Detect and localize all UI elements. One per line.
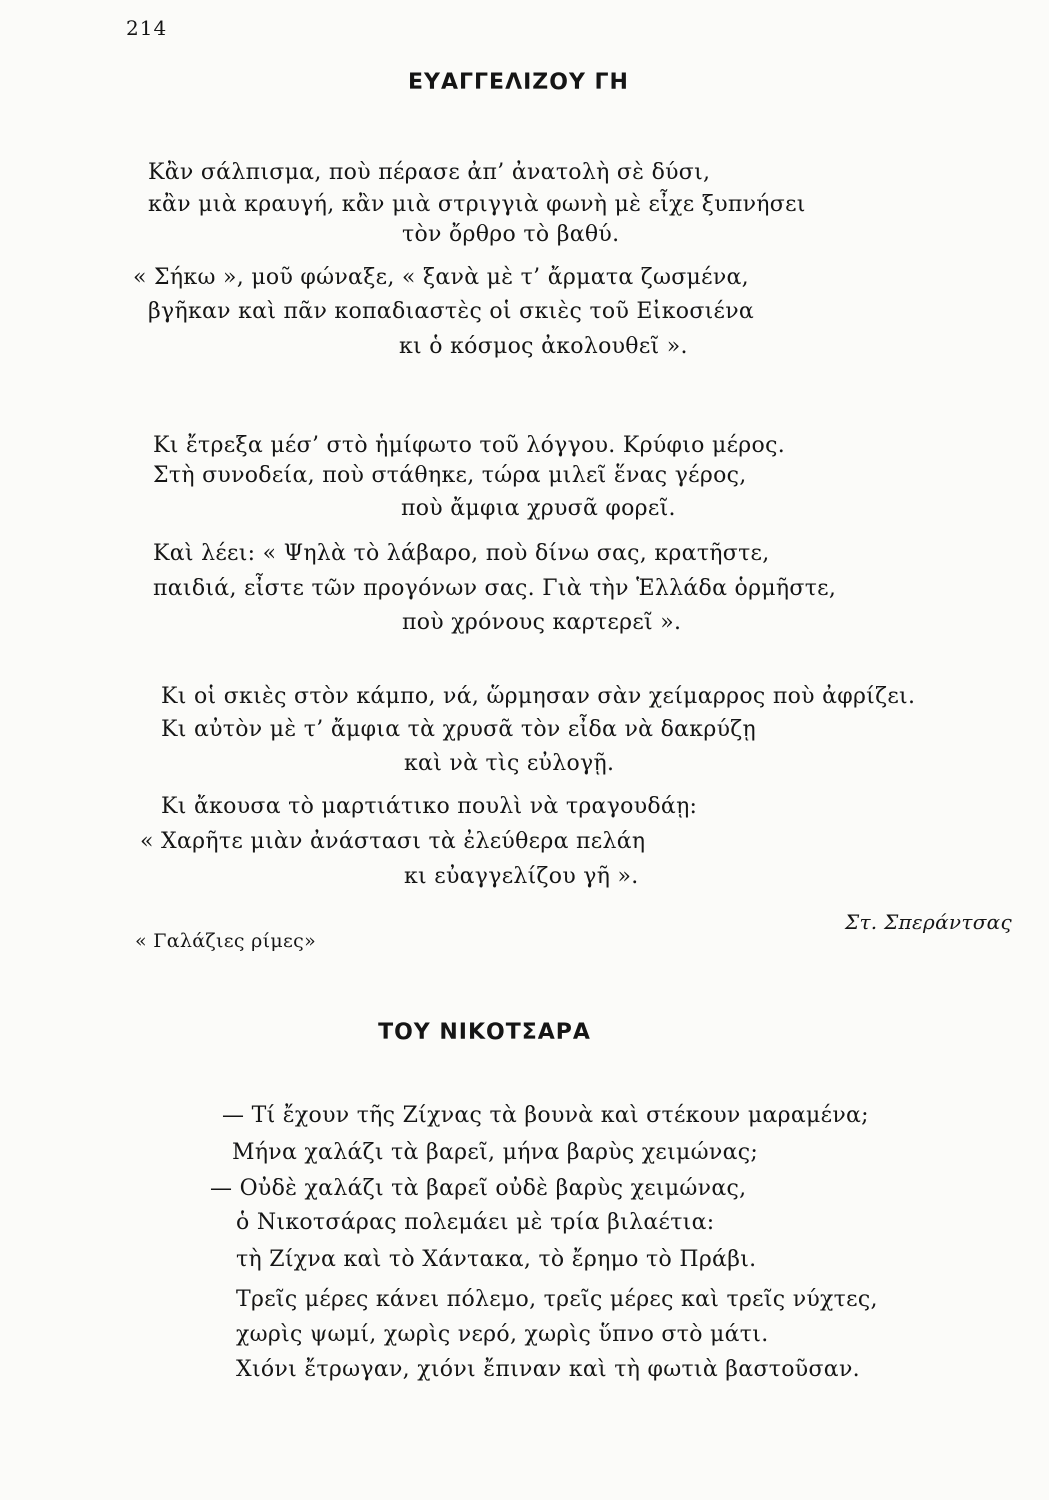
verse-line: ποὺ χρόνους καρτερεῖ ». — [402, 610, 682, 635]
verse-line: ὁ Νικοτσάρας πολεμάει μὲ τρία βιλαέτια: — [236, 1210, 715, 1235]
verse-line: Κι ἔτρεξα μέσ’ στὸ ἡμίφωτο τοῦ λόγγου. Κρύφιο μέρος. — [153, 433, 785, 458]
verse-line: τὸν ὄρθρο τὸ βαθύ. — [402, 222, 620, 247]
poem-author: Στ. Σπεράντσας — [845, 910, 1012, 934]
poem-title: ΕΥΑΓΓΕΛΙΖΟΥ ΓΗ — [408, 70, 629, 95]
verse-line: Κι ἄκουσα τὸ μαρτιάτικο πουλὶ νὰ τραγουδάῃ: — [161, 794, 698, 819]
verse-line: — Τί ἔχουν τῆς Ζίχνας τὰ βουνὰ καὶ στέκουν μαραμένα; — [222, 1103, 869, 1128]
verse-line: παιδιά, εἶστε τῶν προγόνων σας. Γιὰ τὴν Ἑλλάδα ὁρμῆστε, — [153, 576, 837, 601]
verse-line: Χιόνι ἔτρωγαν, χιόνι ἔπιναν καὶ τὴ φωτιὰ βαστοῦσαν. — [236, 1357, 860, 1382]
verse-line: Στὴ συνοδεία, ποὺ στάθηκε, τώρα μιλεῖ ἕνας γέρος, — [153, 463, 747, 488]
verse-line: βγῆκαν καὶ πᾶν κοπαδιαστὲς οἱ σκιὲς τοῦ Εἰκοσιένα — [148, 299, 755, 324]
verse-line: ποὺ ἄμφια χρυσᾶ φορεῖ. — [401, 496, 676, 521]
poem-title: ΤΟΥ ΝΙΚΟΤΣΑΡΑ — [378, 1020, 591, 1045]
verse-line: Κι οἱ σκιὲς στὸν κάμπο, νά, ὥρμησαν σὰν χείμαρρος ποὺ ἀφρίζει. — [161, 684, 916, 709]
verse-line: χωρὶς ψωμί, χωρὶς νερό, χωρὶς ὕπνο στὸ μάτι. — [236, 1322, 769, 1347]
verse-line: — Οὐδὲ χαλάζι τὰ βαρεῖ οὐδὲ βαρὺς χειμώνας, — [210, 1176, 747, 1201]
verse-line: κἂν μιὰ κραυγή, κἂν μιὰ στριγγιὰ φωνὴ μὲ εἶχε ξυπνήσει — [148, 192, 806, 217]
verse-line: Κἂν σάλπισμα, ποὺ πέρασε ἀπ’ ἀνατολὴ σὲ δύσι, — [148, 160, 711, 185]
page-number: 214 — [126, 16, 168, 40]
verse-line: Μήνα χαλάζι τὰ βαρεῖ, μήνα βαρὺς χειμώνας; — [232, 1140, 759, 1165]
verse-line: « Σήκω », μοῦ φώναξε, « ξανὰ μὲ τ’ ἄρματα ζωσμένα, — [133, 265, 749, 290]
verse-line: καὶ νὰ τὶς εὐλογῇ. — [404, 751, 615, 776]
verse-line: κι ὁ κόσμος ἀκολουθεῖ ». — [399, 334, 688, 359]
verse-line: Τρεῖς μέρες κάνει πόλεμο, τρεῖς μέρες καὶ τρεῖς νύχτες, — [236, 1287, 878, 1312]
verse-line: « Χαρῆτε μιὰν ἀνάστασι τὰ ἐλεύθερα πελάη — [140, 829, 646, 854]
verse-line: Καὶ λέει: « Ψηλὰ τὸ λάβαρο, ποὺ δίνω σας, κρατῆστε, — [153, 541, 770, 566]
poem-source: « Γαλάζιες ρίμες» — [135, 930, 316, 952]
verse-line: κι εὐαγγελίζου γῆ ». — [404, 864, 639, 889]
verse-line: Κι αὐτὸν μὲ τ’ ἄμφια τὰ χρυσᾶ τὸν εἶδα νὰ δακρύζῃ — [161, 717, 756, 742]
verse-line: τὴ Ζίχνα καὶ τὸ Χάντακα, τὸ ἔρημο τὸ Πράβι. — [236, 1247, 757, 1272]
